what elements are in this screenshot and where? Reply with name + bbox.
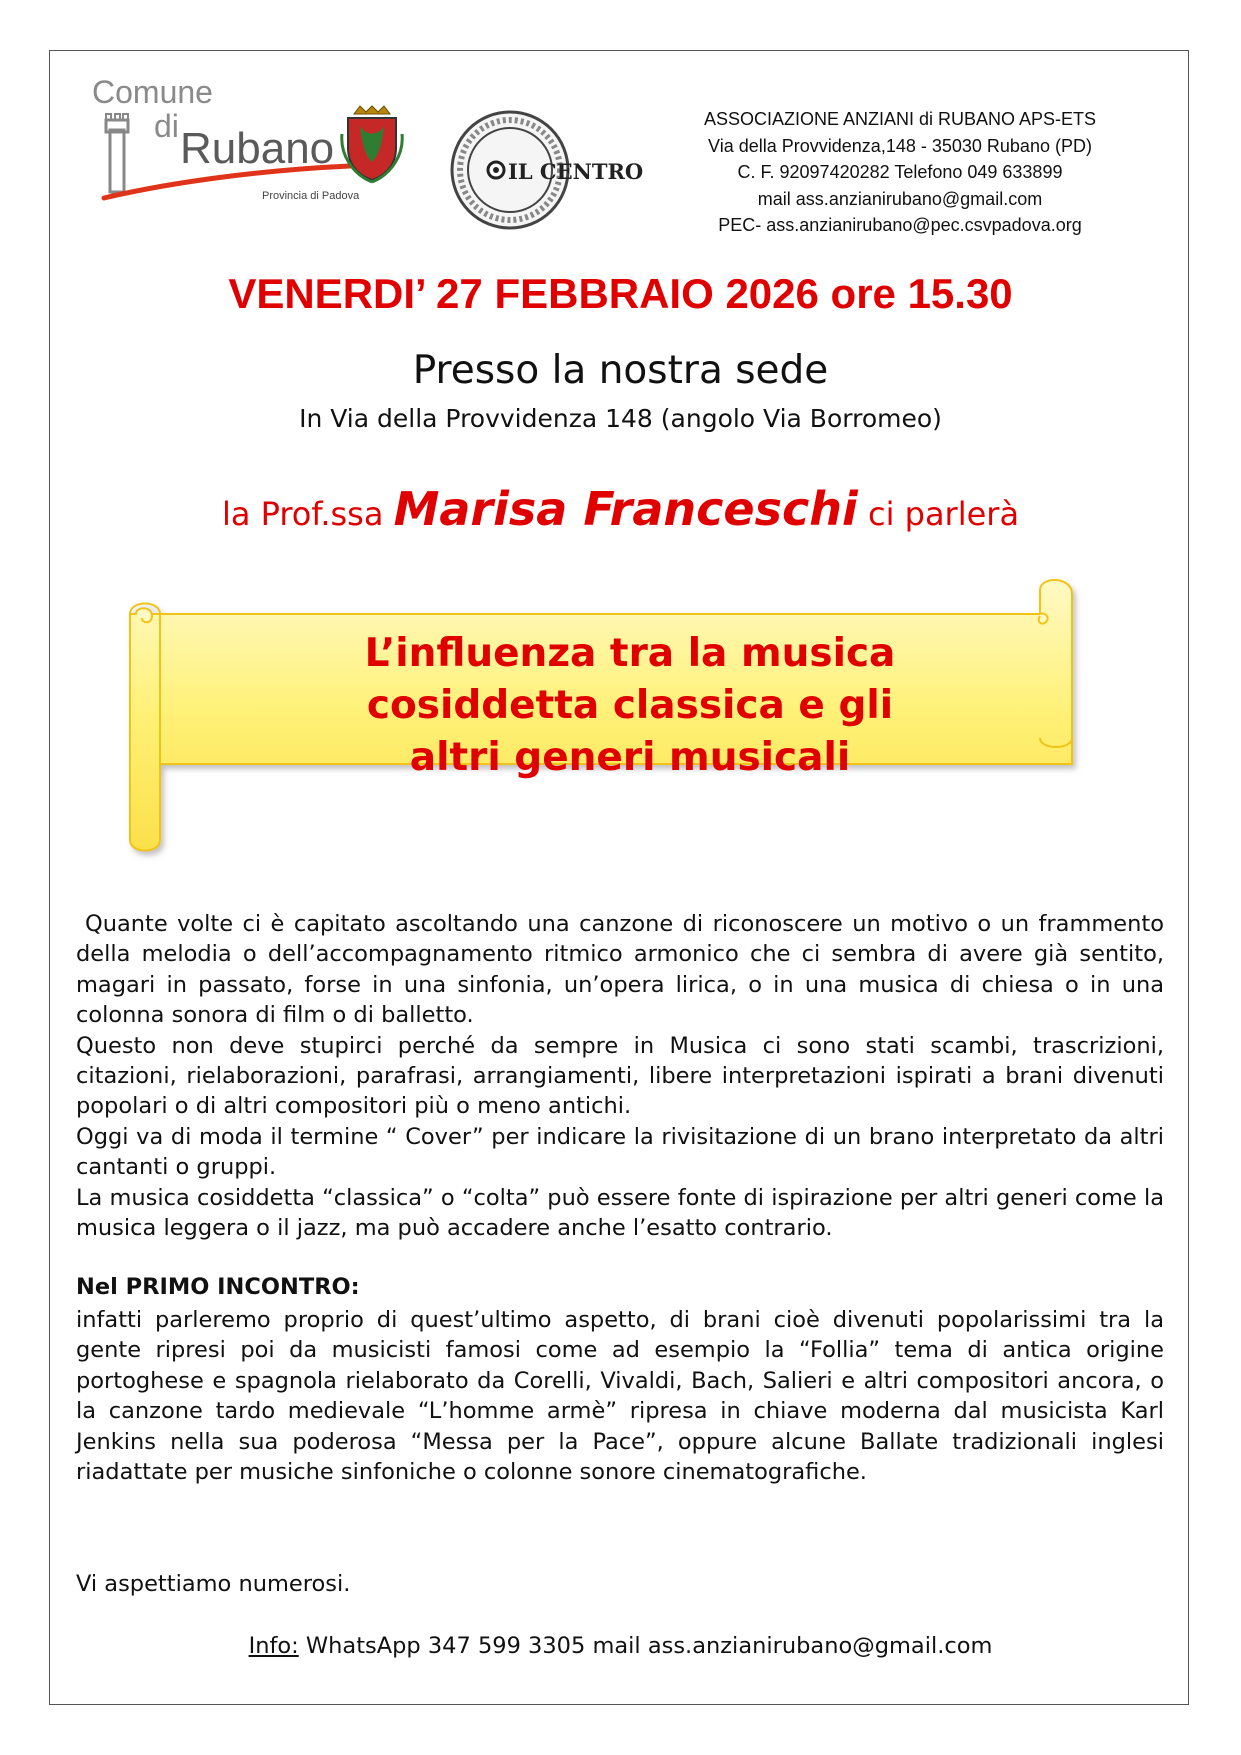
logo-text-di: di	[154, 108, 179, 144]
info-contacts: WhatsApp 347 599 3305 mail ass.anzianirubano@gmail.com	[298, 1633, 993, 1659]
first-meeting-body	[76, 1305, 1164, 1487]
paragraph-5: infatti parleremo proprio di quest’ultimo aspetto, di brani cioè divenuti popolarissimi tra la gente ripresi poi da musicisti famosi come ad esempio la “Follia” tema di antica origine portoghese e spagnola rielaborato da Corelli, Vivaldi, Bach, Salieri e altri compositori ancora, o la canzone tardo medievale “L’homme armè” ripresa in chiave moderna dal musicista Karl Jenkins nella sua poderosa “Messa per la Pace”, oppure alcune Ballate tradizionali inglesi riadattate per musiche sinfoniche o colonne sonore cinematografiche.	[76, 1307, 1164, 1486]
association-name: ASSOCIAZIONE ANZIANI di RUBANO APS-ETS	[703, 109, 1097, 129]
event-date: VENERDI’ 27 FEBBRAIO 2026 ore 15.30	[228, 270, 1013, 317]
paragraph-4: La musica cosiddetta “classica” o “colta” può essere fonte di ispirazione per altri generi come la musica leggera o il jazz, ma può accadere anche l’esatto contrario.	[76, 1184, 1164, 1242]
association-pec: PEC- ass.anzianirubano@pec.csvpadova.org	[718, 215, 1082, 235]
talk-title-line-1: L’influenza tra la musica	[364, 631, 896, 676]
closing-line: Vi aspettiamo numerosi.	[76, 1571, 351, 1597]
info-label: Info:	[248, 1633, 299, 1659]
association-address: Via della Provvidenza,148 - 35030 Rubano (PD)	[708, 135, 1092, 156]
paragraph-2: Questo non deve stupirci perché da sempre in Musica ci sono stati scambi, trascrizioni, citazioni, rielaborazioni, parafrasi, arrangiamenti, libere interpretazioni ispirati a brani divenuti popolari o di altri compositori più o meno antichi.	[76, 1032, 1164, 1120]
association-fiscal-phone: C. F. 92097420282 Telefono 049 633899	[737, 162, 1063, 182]
speaker-line	[0, 482, 1241, 536]
seal-text: IL CENTRO	[508, 159, 644, 184]
description-body	[76, 909, 1164, 1243]
event-address: In Via della Provvidenza 148 (angolo Via Borromeo)	[299, 404, 942, 433]
speaker-name: Marisa Franceschi	[393, 482, 858, 536]
association-info	[660, 106, 1140, 239]
speaker-suffix: ci parlerà	[867, 495, 1020, 533]
paragraph-3: Oggi va di moda il termine “ Cover” per indicare la rivisitazione di un brano interpretato da altri cantanti o gruppi.	[76, 1123, 1164, 1181]
talk-title-line-3: altri generi musicali	[409, 735, 851, 780]
logo-text-rubano: Rubano	[180, 124, 335, 173]
paragraph-1: Quante volte ci è capitato ascoltando una canzone di riconoscere un motivo o un frammento della melodia o dell’accompagnamento ritmico armonico che ci sembra di avere già sentito, magari in passato, forse in una sinfonia, un’opera lirica, o in una musica di chiesa o in una colonna sonora di film o di balletto.	[76, 911, 1164, 1029]
association-mail: mail ass.anzianirubano@gmail.com	[757, 188, 1043, 209]
speaker-prefix: la Prof.ssa	[221, 495, 384, 533]
il-centro-seal-logo	[448, 108, 648, 232]
logo-text-provincia: Provincia di Padova	[262, 190, 360, 202]
municipal-crest-icon	[340, 104, 404, 184]
logo-text-comune: Comune	[92, 74, 213, 110]
info-footer	[0, 1633, 1241, 1659]
talk-title-line-2: cosiddetta classica e gli	[366, 683, 894, 728]
talk-title	[160, 628, 1100, 784]
first-meeting-heading: Nel PRIMO INCONTRO:	[76, 1274, 360, 1300]
event-venue: Presso la nostra sede	[412, 348, 829, 393]
